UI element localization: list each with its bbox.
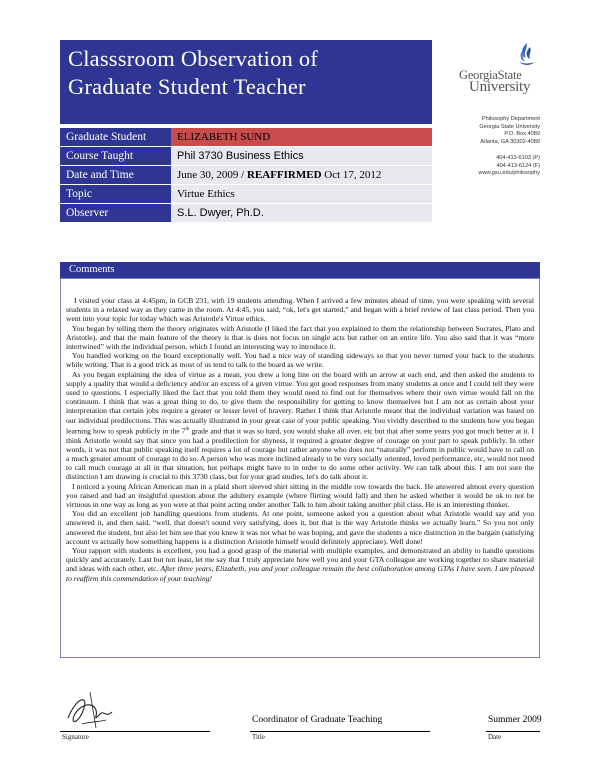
field-label: Date and Time bbox=[60, 166, 171, 185]
title-banner bbox=[60, 40, 432, 124]
flame-icon bbox=[516, 42, 538, 70]
field-row-date bbox=[60, 166, 432, 185]
field-row-topic bbox=[60, 185, 432, 204]
observation-info-table bbox=[60, 128, 432, 223]
title-line bbox=[250, 731, 430, 732]
reaffirmed-date: Oct 17, 2012 bbox=[321, 169, 382, 181]
dept-web: www.gsu.edu/philosophy bbox=[478, 170, 540, 177]
department-address bbox=[478, 116, 540, 178]
title-value: Coordinator of Graduate Teaching bbox=[252, 715, 383, 725]
comments-header bbox=[60, 262, 540, 278]
comment-text: As you began explaining the idea of virtue as a mean, you drew a long line on the board with an arrow at each end, and then asked the students to supply a quality that would a deficiency and/or an excess of a given virtue. You got good responses from many students at once and I could tell they were used to questions. I especially liked the fact that you told them they would need to find out for themselves where their own virtue would fall on the continuum. I think that was a great thing to do, to give them the responsibility for getting to know themselves but I am not as certain about your interpretation that certain jobs require a greater or lesser level of bravery. Rather I think that Aristotle meant that the individual variation was based on our individual predilections. This was actually illustrated in your great case of your public speaking. You vividly described to the students how you began learning how to speak publicly in the 7 bbox=[66, 369, 534, 436]
dept-city: Atlanta, GA 30302-4089 bbox=[480, 139, 540, 146]
comment-paragraph: You began by telling them the theory originates with Aristotle (I liked the fact that you explained to them the relationship between Socrates, Plato and Aristotle), and that the main feature of the theory is that is does not focus on single acts but rather on an entire life. You also said that it was “more intertwined” with the individual person, which I found an interesting way to introduce it. bbox=[66, 323, 534, 352]
comment-text: Your rapport with students is excellent, you had a good grasp of the material with multiple examples, and demonstrated an ability to handle questions quickly and accurately. Last but not least, let me say that I truly appreciate how well you and your GTA colleague are working together to share material and ideas with each other, etc. bbox=[66, 546, 534, 574]
field-row-observer bbox=[60, 204, 432, 223]
comment-paragraph: I noticed a young African American man in a plaid short sleeved shirt sitting in the middle row towards the back. He answered almost every question you raised and had an insightful question about the adultery example (where flirting would fall) and then he asked whether it would be ok to not be virtuous in one way as long as you were at that point acting under another Talk to him about taking another phil class. He is an interesting thinker. bbox=[66, 481, 534, 509]
dept-po-box: P.O. Box 4089 bbox=[504, 131, 540, 138]
superscript: th bbox=[185, 426, 190, 432]
signature-line bbox=[60, 731, 210, 732]
field-label: Course Taught bbox=[60, 147, 171, 166]
comments-body bbox=[66, 296, 534, 583]
field-label: Graduate Student bbox=[60, 128, 171, 147]
field-label: Topic bbox=[60, 185, 171, 204]
date-label: Date bbox=[488, 733, 502, 741]
dept-fax: 404-413-6124 (F) bbox=[496, 162, 540, 169]
date-value: Summer 2009 bbox=[488, 715, 542, 725]
dept-university: Georgia State University bbox=[479, 123, 540, 130]
field-label: Observer bbox=[60, 204, 171, 223]
reaffirmed-text: REAFFIRMED bbox=[246, 169, 322, 181]
comments-heading: Comments bbox=[69, 264, 115, 275]
field-value-observer: S.L. Dwyer, Ph.D. bbox=[171, 204, 432, 223]
date-line bbox=[486, 731, 540, 732]
comment-paragraph bbox=[66, 370, 534, 482]
field-value-date bbox=[171, 166, 432, 185]
dept-phone: 404-413-6103 (P) bbox=[496, 154, 540, 161]
comment-paragraph: You handled working on the board exceptionally well. You had a nice way of standing sideways so that you never turned your back to the students while writing. That is a good trick as most of us tend to talk to the board as we write. bbox=[66, 351, 534, 370]
page-title bbox=[68, 45, 318, 101]
logo-text-line1: GeorgiaState bbox=[459, 68, 522, 82]
title-line-1: Classsroom Observation of bbox=[68, 46, 318, 71]
field-value-student: ELIZABETH SUND bbox=[171, 128, 432, 147]
dept-name: Philosophy Department bbox=[481, 116, 540, 122]
field-value-course: Phil 3730 Business Ethics bbox=[171, 147, 432, 166]
comment-paragraph: I visited your class at 4:45pm, in GCB 231, with 19 students attending. When I arrived a few minutes ahead of time, you were speaking with several students in a relaxed way as they came in the room. At 4:45, you said, “ok, let's get started,” and began with a brief review of last class period. Then you went into your topic for today which was Aristotle's Virtue ethics. bbox=[66, 296, 534, 324]
field-value-topic: Virtue Ethics bbox=[171, 185, 432, 204]
title-label: Title bbox=[252, 733, 265, 741]
comment-italic-text: After three years, Elizabeth, you and your colleague remain the best collaboration among GTAs I have seen. I am pleased to reaffirm this commendation of your teaching! bbox=[66, 564, 535, 583]
comment-paragraph: You did an excellent job handling questions from students. At one point, someone asked you a question about what Aristotle would say and you answered it, and then said, “well, that doesn't sound very satisfying, does it, but that is the way Aristotle thinks we actually learn.” So you not only answered the student, but also let him see that you knew it was not what he was hoping, and gave the students a nice distinction in the bargain (satisfying account vs actually how something happens is a distinction Aristotle himself would definitely appreciate). Well done! bbox=[66, 509, 534, 546]
comment-paragraph bbox=[66, 546, 534, 583]
comment-text: grade and that it was so hard, you would shake all over, etc but that after some years you got much better at it. I think Aristotle would say that since you had a predilection for shyness, it required a greater degree of courage on your part to speak publicly. In other words, it was not that public speaking itself requires a lot of courage but rather anyone who does not “naturally” perform in public would have to call on a much greater amount of courage to do so. A person who was more inclined already to be very socially oriented, loved performance, etc, would not need to call much courage at all in that situation, but perhaps might have to in order to do some other activity. We can talk about this. I am not sure the distinction I am drawing is crucial to this 3730 class, but for your grad studies, let's do talk about it. bbox=[66, 426, 534, 482]
field-row-course bbox=[60, 147, 432, 166]
date-text: June 30, 2009 / bbox=[177, 169, 247, 181]
title-line-2: Graduate Student Teacher bbox=[68, 74, 306, 99]
logo-text-line2: University bbox=[469, 79, 531, 95]
signature-label: Signature bbox=[62, 733, 89, 741]
field-row-student bbox=[60, 128, 432, 147]
handwritten-signature bbox=[62, 688, 122, 732]
